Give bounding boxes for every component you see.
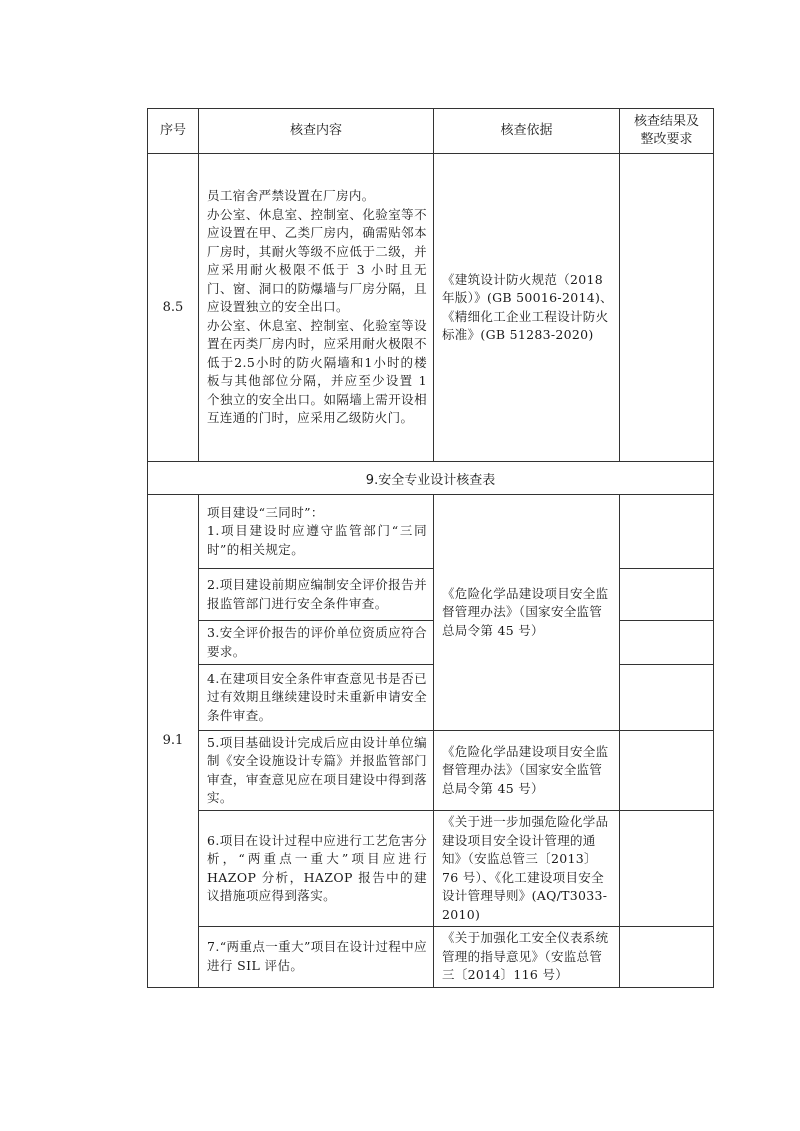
result-cell xyxy=(620,621,714,665)
row-number: 9.1 xyxy=(148,495,199,988)
table-row xyxy=(148,495,714,569)
row-content: 6.项目在设计过程中应进行工艺危害分析，“两重点一重大”项目应进行HAZOP 分析，HAZOP 报告中的建议措施项应得到落实。 xyxy=(199,811,434,927)
row-content: 3.安全评价报告的评价单位资质应符合要求。 xyxy=(199,621,434,665)
header-basis: 核查依据 xyxy=(434,109,620,154)
table-row xyxy=(148,811,714,927)
row-content xyxy=(199,154,434,462)
result-cell xyxy=(620,811,714,927)
content-paragraph: 员工宿舍严禁设置在厂房内。 xyxy=(207,188,375,204)
table-row xyxy=(148,569,714,621)
result-cell xyxy=(620,731,714,811)
row-basis: 《危险化学品建设项目安全监督管理办法》（国家安全监管总局令第 45 号） xyxy=(434,731,620,811)
row-basis: 《危险化学品建设项目安全监督管理办法》（国家安全监管总局令第 45 号） xyxy=(434,495,620,731)
content-paragraph: 办公室、休息室、控制室、化验室等设置在丙类厂房内时，应采用耐火极限不低于2.5小时的防火隔墙和1小时的楼板与其他部位分隔，并应至少设置 1 个独立的安全出口。如隔墙上需开设相互连通的门时，应采用乙级防火门。 xyxy=(207,317,427,426)
content-paragraph: 办公室、休息室、控制室、化验室等不应设置在甲、乙类厂房内，确需贴邻本厂房时，其耐火等级不应低于二级，并应采用耐火极限不低于 3 小时且无门、窗、洞口的防爆墙与厂房分隔，且应设置独立的安全出口。 xyxy=(207,206,427,315)
content-paragraph: 项目建设“三同时”： xyxy=(207,504,324,520)
header-content: 核查内容 xyxy=(199,109,434,154)
table-row xyxy=(148,665,714,731)
row-basis: 《关于加强化工安全仪表系统管理的指导意见》（安监总管三〔2014〕116 号） xyxy=(434,927,620,988)
table-row xyxy=(148,731,714,811)
content-paragraph: 1.项目建设时应遵守监管部门“三同时”的相关规定。 xyxy=(207,523,427,557)
result-cell xyxy=(620,665,714,731)
table-header-row xyxy=(148,109,714,154)
inspection-table xyxy=(147,108,714,988)
section-title: 9.安全专业设计核查表 xyxy=(148,462,714,495)
row-content: 4.在建项目安全条件审查意见书是否已过有效期且继续建设时未重新申请安全条件审查。 xyxy=(199,665,434,731)
header-no: 序号 xyxy=(148,109,199,154)
header-result: 核查结果及整改要求 xyxy=(620,109,714,154)
result-cell xyxy=(620,569,714,621)
section-row xyxy=(148,462,714,495)
table-row xyxy=(148,927,714,988)
table-row xyxy=(148,621,714,665)
row-content: 7.“两重点一重大”项目在设计过程中应进行 SIL 评估。 xyxy=(199,927,434,988)
row-number: 8.5 xyxy=(148,154,199,462)
result-cell xyxy=(620,927,714,988)
result-cell xyxy=(620,154,714,462)
result-cell xyxy=(620,495,714,569)
table-row-8-5 xyxy=(148,154,714,462)
row-content: 2.项目建设前期应编制安全评价报告并报监管部门进行安全条件审查。 xyxy=(199,569,434,621)
row-content xyxy=(199,495,434,569)
row-content: 5.项目基础设计完成后应由设计单位编制《安全设施设计专篇》并报监管部门审查，审查意见应在项目建设中得到落实。 xyxy=(199,731,434,811)
row-basis: 《关于进一步加强危险化学品建设项目安全设计管理的通知》（安监总管三〔2013〕76 号）、《化工建设项目安全设计管理导则》(AQ/T3033-2010) xyxy=(434,811,620,927)
row-basis: 《建筑设计防火规范（2018 年版）》(GB 50016-2014)、《精细化工企业工程设计防火标准》(GB 51283-2020) xyxy=(434,154,620,462)
